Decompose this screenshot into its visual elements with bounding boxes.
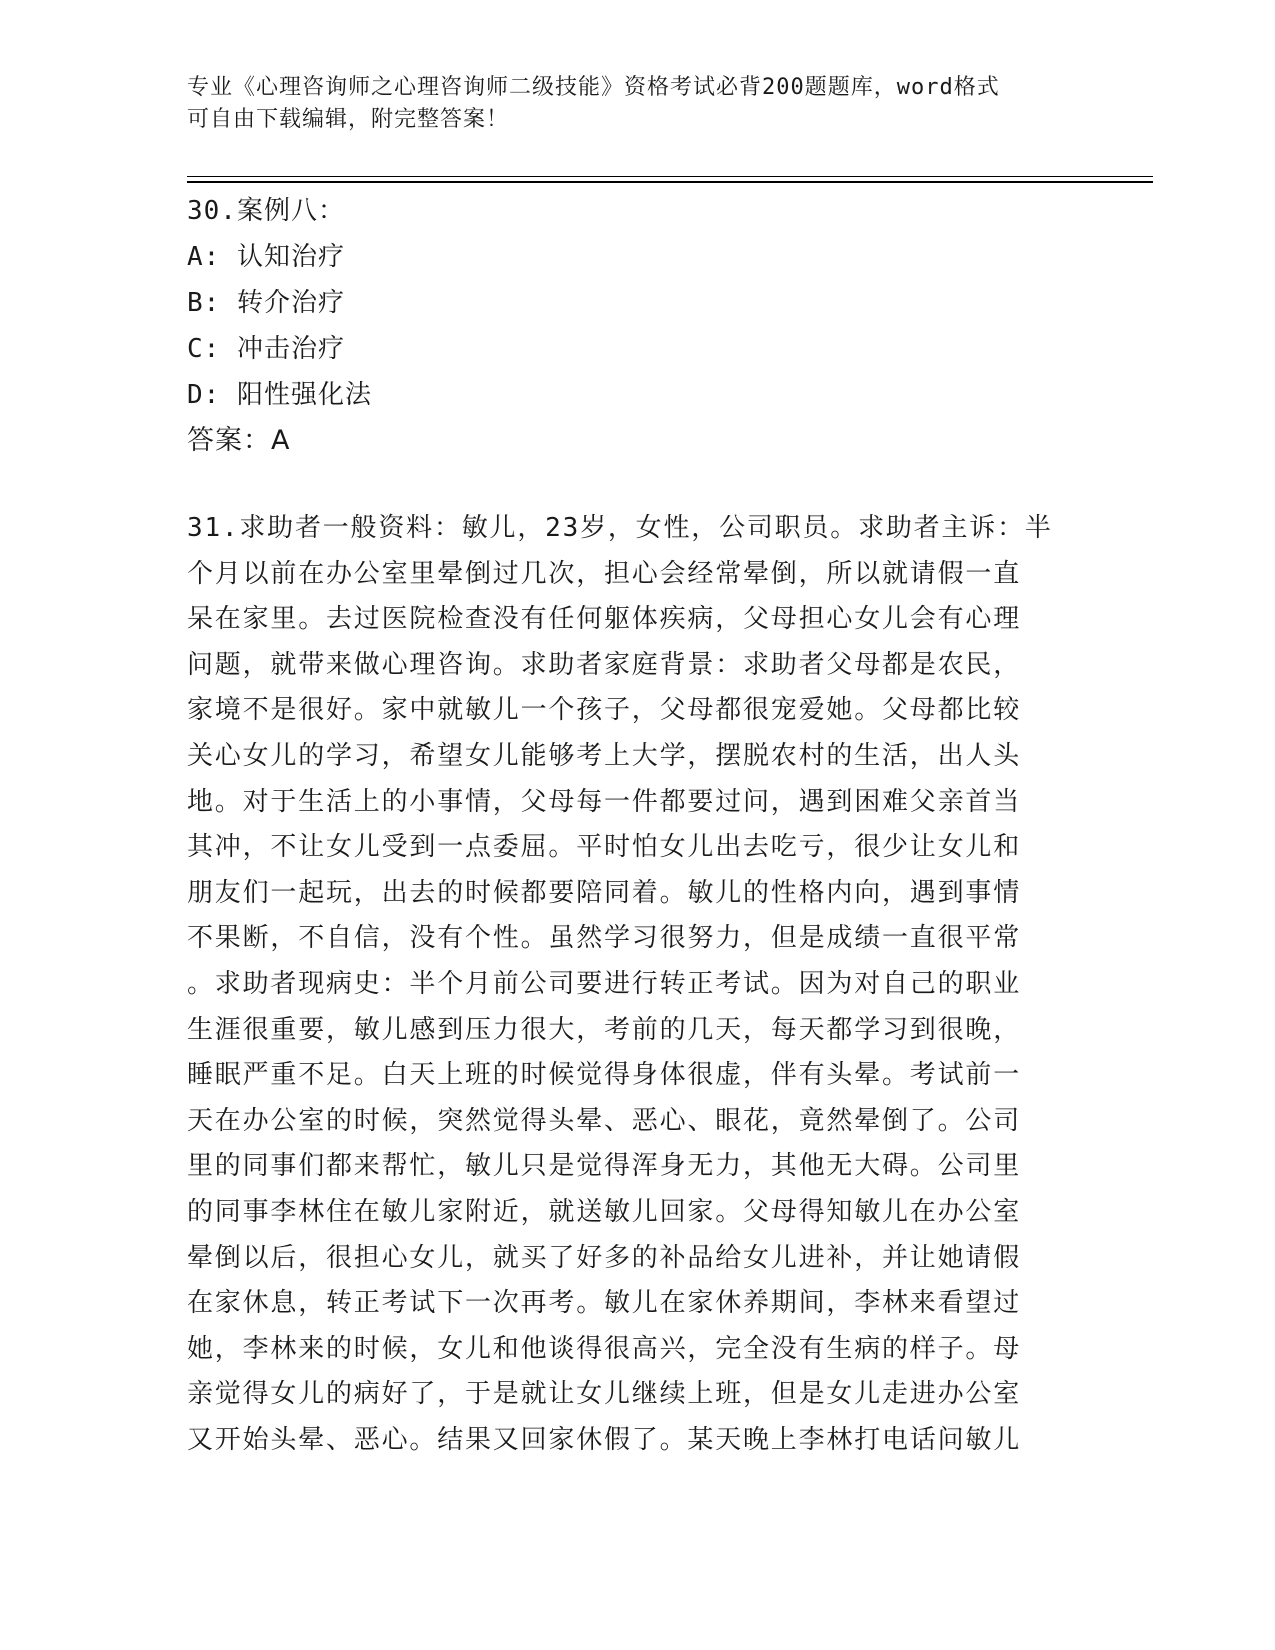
header-line-1: 专业《心理咨询师之心理咨询师二级技能》资格考试必背200题题库，word格式: [187, 75, 1000, 100]
question-text-line: 问题，就带来做心理咨询。求助者家庭背景：求助者父母都是农民，: [187, 649, 1022, 680]
question-text-line: 天在办公室的时候，突然觉得头晕、恶心、眼花，竟然晕倒了。公司: [187, 1105, 1022, 1136]
option-c: C: 冲击治疗: [187, 334, 345, 364]
question-title: 30.案例八：: [187, 196, 345, 226]
question-text-line: 朋友们一起玩，出去的时候都要陪同着。敏儿的性格内向，遇到事情: [187, 877, 1022, 908]
option-b: B: 转介治疗: [187, 288, 345, 318]
question-text-line: 个月以前在办公室里晕倒过几次，担心会经常晕倒，所以就请假一直: [187, 558, 1022, 589]
question-text-line: 她，李林来的时候，女儿和他谈得很高兴，完全没有生病的样子。母: [187, 1333, 1022, 1364]
question-text-line: 生涯很重要，敏儿感到压力很大，考前的几天，每天都学习到很晚，: [187, 1014, 1022, 1045]
option-a: A: 认知治疗: [187, 242, 345, 272]
question-30: [187, 188, 372, 464]
question-text-line: 地。对于生活上的小事情，父母每一件都要过问，遇到困难父亲首当: [187, 786, 1022, 817]
question-text-line: 。求助者现病史：半个月前公司要进行转正考试。因为对自己的职业: [187, 968, 1022, 999]
question-31: [187, 506, 1087, 1463]
header-divider-thin: [187, 176, 1153, 177]
question-text-line: 31.求助者一般资料：敏儿，23岁，女性，公司职员。求助者主诉：半: [187, 513, 1053, 543]
question-text-line: 里的同事们都来帮忙，敏儿只是觉得浑身无力，其他无大碍。公司里: [187, 1151, 1022, 1182]
question-text-line: 亲觉得女儿的病好了，于是就让女儿继续上班，但是女儿走进办公室: [187, 1379, 1022, 1410]
question-text-line: 关心女儿的学习，希望女儿能够考上大学，摆脱农村的生活，出人头: [187, 740, 1022, 771]
question-text-line: 晕倒以后，很担心女儿，就买了好多的补品给女儿进补，并让她请假: [187, 1242, 1022, 1273]
header-divider-thick: [187, 181, 1153, 183]
question-text-line: 的同事李林住在敏儿家附近，就送敏儿回家。父母得知敏儿在办公室: [187, 1196, 1022, 1227]
option-d: D: 阳性强化法: [187, 380, 372, 410]
question-text-line: 家境不是很好。家中就敏儿一个孩子，父母都很宠爱她。父母都比较: [187, 695, 1022, 726]
question-text-line: 又开始头晕、恶心。结果又回家休假了。某天晚上李林打电话问敏儿: [187, 1424, 1022, 1455]
question-text-line: 在家休息，转正考试下一次再考。敏儿在家休养期间，李林来看望过: [187, 1288, 1022, 1319]
question-text-line: 其冲，不让女儿受到一点委屈。平时怕女儿出去吃亏，很少让女儿和: [187, 832, 1022, 863]
document-header: [187, 72, 1067, 136]
answer-label: 答案：A: [187, 425, 291, 456]
question-text-line: 不果断，不自信，没有个性。虽然学习很努力，但是成绩一直很平常: [187, 923, 1022, 954]
question-text-line: 呆在家里。去过医院检查没有任何躯体疾病，父母担心女儿会有心理: [187, 604, 1022, 635]
question-text-line: 睡眠严重不足。白天上班的时候觉得身体很虚，伴有头晕。考试前一: [187, 1060, 1022, 1091]
header-line-2: 可自由下载编辑，附完整答案！: [187, 107, 510, 132]
